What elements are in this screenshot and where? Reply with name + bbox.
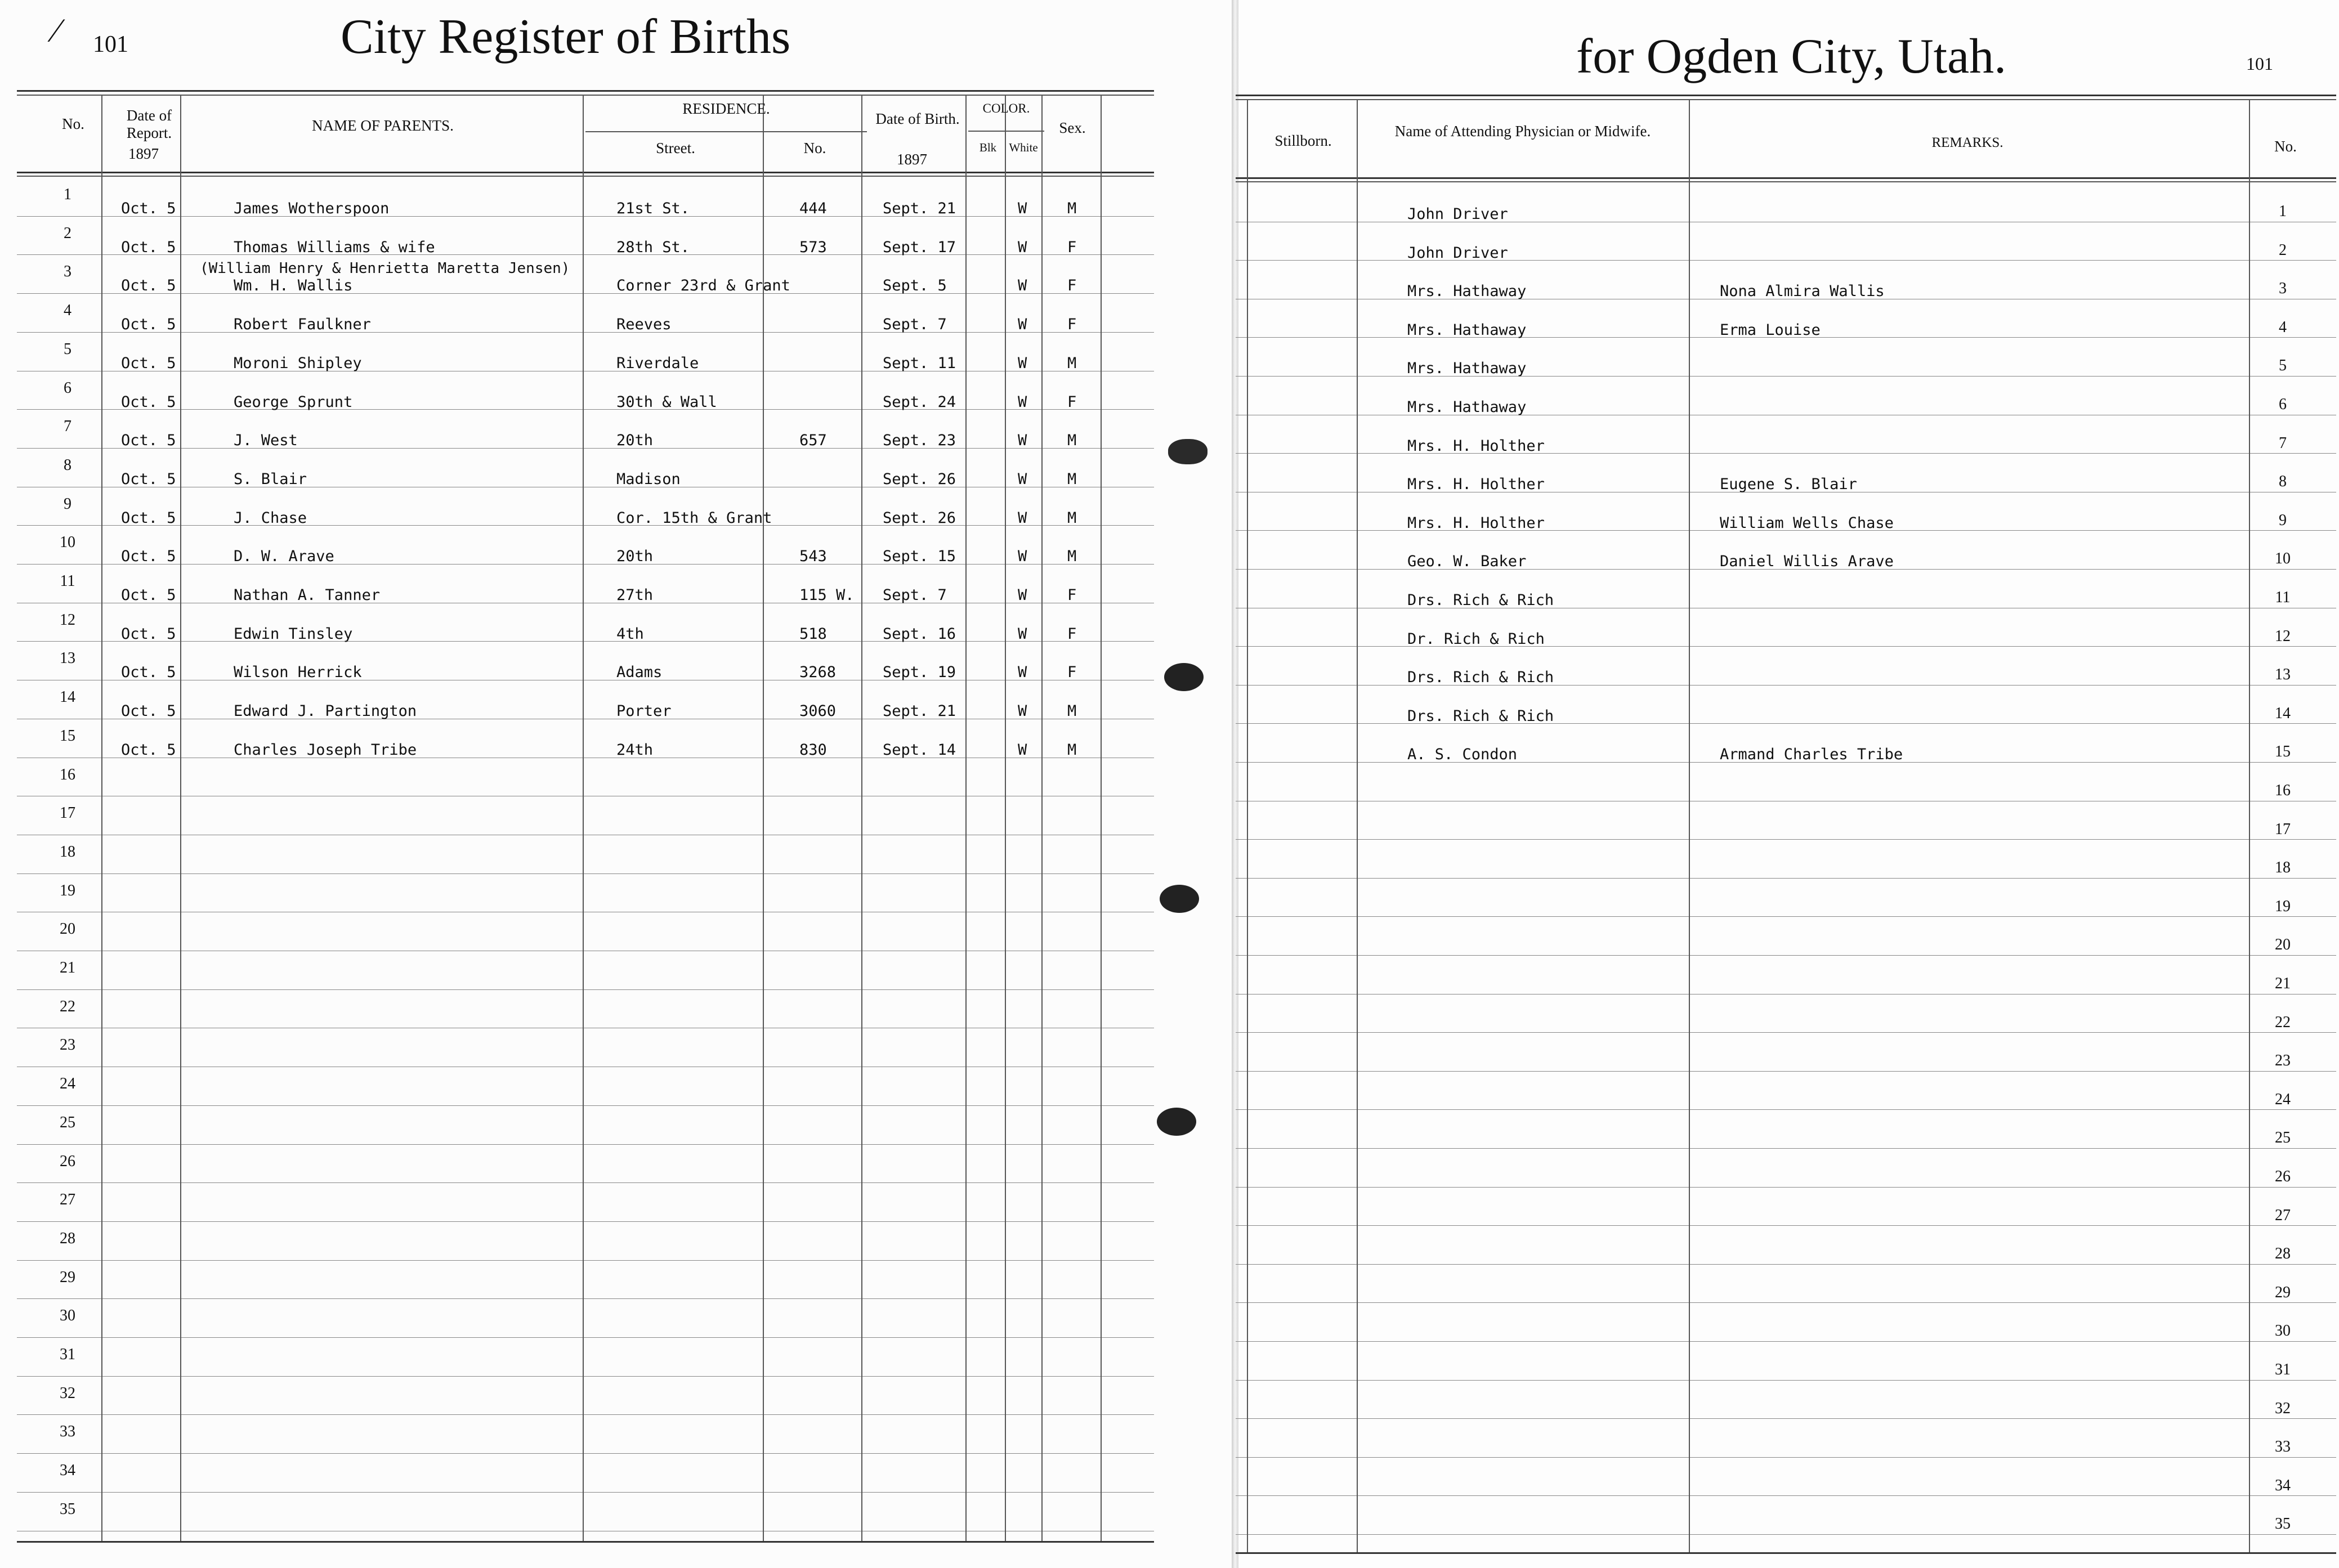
column-line xyxy=(2249,99,2250,1552)
row-line xyxy=(17,1221,1154,1222)
book-binding xyxy=(1232,0,1238,1568)
header-res-no: No. xyxy=(803,140,826,156)
header-street: Street. xyxy=(656,140,695,156)
row-line xyxy=(17,525,1154,526)
row-line xyxy=(17,1492,1154,1493)
physician-name: Dr. Rich & Rich xyxy=(1407,630,1545,648)
row-number: 13 xyxy=(60,649,75,667)
row-line xyxy=(17,409,1154,410)
row-number: 5 xyxy=(2279,357,2287,374)
street-number: 444 xyxy=(799,200,827,217)
row-number: 28 xyxy=(2275,1245,2291,1262)
column-line xyxy=(101,95,102,1541)
remarks-text: Armand Charles Tribe xyxy=(1720,746,1903,763)
row-number: 22 xyxy=(60,998,75,1015)
row-line xyxy=(17,1414,1154,1415)
physician-name: Mrs. Hathaway xyxy=(1407,360,1527,377)
row-number: 8 xyxy=(2279,473,2287,490)
birth-date: Sept. 7 xyxy=(883,316,947,333)
row-line xyxy=(1236,1109,2336,1110)
row-number: 11 xyxy=(60,572,75,590)
row-line xyxy=(17,641,1154,642)
row-number: 1 xyxy=(64,186,71,203)
row-number: 14 xyxy=(60,688,75,706)
row-line xyxy=(17,989,1154,990)
row-number: 23 xyxy=(2275,1052,2291,1069)
row-number: 24 xyxy=(60,1075,75,1092)
row-number: 15 xyxy=(60,727,75,745)
parents-name: D. W. Arave xyxy=(234,548,334,565)
row-line xyxy=(1236,1148,2336,1149)
row-number: 22 xyxy=(2275,1014,2291,1031)
report-date: Oct. 5 xyxy=(121,509,176,527)
row-line xyxy=(1236,1032,2336,1033)
color-value: W xyxy=(1018,432,1027,449)
physician-name: John Driver xyxy=(1407,244,1508,262)
report-date: Oct. 5 xyxy=(121,200,176,217)
parents-name: Edward J. Partington xyxy=(234,702,417,720)
header-bottom-border xyxy=(1236,181,2336,182)
header-name-of-parents: NAME OF PARENTS. xyxy=(312,117,454,134)
report-date: Oct. 5 xyxy=(121,239,176,256)
report-date: Oct. 5 xyxy=(121,586,176,604)
report-date: Oct. 5 xyxy=(121,316,176,333)
report-date: Oct. 5 xyxy=(121,277,176,294)
row-number: 27 xyxy=(2275,1207,2291,1224)
row-number: 29 xyxy=(2275,1284,2291,1301)
row-line xyxy=(17,254,1154,255)
column-line xyxy=(1357,99,1358,1552)
row-line xyxy=(1236,646,2336,647)
row-line xyxy=(17,1298,1154,1299)
physician-name: Mrs. H. Holther xyxy=(1407,514,1545,532)
parents-name: George Sprunt xyxy=(234,393,353,411)
row-line xyxy=(17,873,1154,874)
header-date-of-report: Date of Report. xyxy=(126,107,172,142)
birth-date: Sept. 16 xyxy=(883,625,956,643)
street-number: 657 xyxy=(799,432,827,449)
sex-value: M xyxy=(1067,355,1077,372)
row-number: 20 xyxy=(2275,936,2291,953)
birth-date: Sept. 21 xyxy=(883,200,956,217)
column-line xyxy=(861,95,862,1541)
row-line xyxy=(1236,878,2336,879)
right-page xyxy=(1236,0,2339,1568)
row-number: 2 xyxy=(64,225,71,242)
row-number: 28 xyxy=(60,1230,75,1247)
report-date: Oct. 5 xyxy=(121,625,176,643)
row-number: 4 xyxy=(64,302,71,319)
street: Porter xyxy=(616,702,672,720)
checkmark-icon: ⁄ xyxy=(53,12,60,49)
street: 24th xyxy=(616,741,654,759)
row-line xyxy=(17,448,1154,449)
parents-name: S. Blair xyxy=(234,471,307,488)
color-value: W xyxy=(1018,316,1027,333)
color-value: W xyxy=(1018,702,1027,720)
parents-name: J. Chase xyxy=(234,509,307,527)
physician-name: John Driver xyxy=(1407,205,1508,223)
row-line xyxy=(17,1337,1154,1338)
row-number: 9 xyxy=(64,495,71,513)
physician-name: Drs. Rich & Rich xyxy=(1407,669,1554,686)
sex-value: F xyxy=(1067,316,1077,333)
row-line xyxy=(1236,723,2336,724)
column-line xyxy=(1247,99,1248,1552)
header-date-of-birth: Date of Birth. xyxy=(875,110,960,127)
remarks-text: Daniel Willis Arave xyxy=(1720,553,1894,570)
physician-name: Drs. Rich & Rich xyxy=(1407,592,1554,609)
birth-date: Sept. 7 xyxy=(883,586,947,604)
street: Reeves xyxy=(616,316,672,333)
row-line xyxy=(1236,1264,2336,1265)
row-number: 32 xyxy=(60,1385,75,1402)
color-value: W xyxy=(1018,239,1027,256)
birth-date: Sept. 14 xyxy=(883,741,956,759)
row-number: 9 xyxy=(2279,512,2287,529)
row-number: 27 xyxy=(60,1191,75,1208)
row-number: 18 xyxy=(60,843,75,861)
column-line xyxy=(965,95,967,1541)
sex-value: M xyxy=(1067,702,1077,720)
header-blk: Blk xyxy=(979,141,997,154)
row-line xyxy=(1236,916,2336,917)
right-page-number: 101 xyxy=(2246,53,2273,74)
parents-name: Nathan A. Tanner xyxy=(234,586,381,604)
column-line xyxy=(1689,99,1690,1552)
street-number: 3268 xyxy=(799,664,837,681)
color-value: W xyxy=(1018,625,1027,643)
report-date: Oct. 5 xyxy=(121,471,176,488)
row-line xyxy=(1236,1418,2336,1419)
sex-value: M xyxy=(1067,548,1077,565)
row-line xyxy=(1236,1457,2336,1458)
column-line xyxy=(1101,95,1102,1541)
birth-date: Sept. 15 xyxy=(883,548,956,565)
report-date: Oct. 5 xyxy=(121,432,176,449)
top-border xyxy=(17,95,1154,96)
sex-value: F xyxy=(1067,393,1077,411)
physician-name: Drs. Rich & Rich xyxy=(1407,707,1554,725)
birth-date: Sept. 26 xyxy=(883,471,956,488)
binder-hole xyxy=(1160,885,1199,913)
physician-name: Mrs. H. Holther xyxy=(1407,476,1545,493)
birth-date: Sept. 26 xyxy=(883,509,956,527)
row-number: 3 xyxy=(2279,280,2287,297)
street-number: 518 xyxy=(799,625,827,643)
street: Adams xyxy=(616,664,663,681)
birth-date: Sept. 17 xyxy=(883,239,956,256)
row-number: 4 xyxy=(2279,319,2287,336)
color-value: W xyxy=(1018,277,1027,294)
row-number: 12 xyxy=(2275,628,2291,645)
row-number: 11 xyxy=(2275,589,2291,606)
row-number: 13 xyxy=(2275,666,2291,683)
row-line xyxy=(17,1182,1154,1183)
bottom-border xyxy=(1236,1552,2336,1554)
column-line xyxy=(763,95,764,1541)
row-number: 31 xyxy=(2275,1361,2291,1378)
color-value: W xyxy=(1018,393,1027,411)
row-number: 5 xyxy=(64,341,71,358)
left-page-title: City Register of Births xyxy=(341,10,791,64)
physician-name: Mrs. Hathaway xyxy=(1407,321,1527,339)
street: Corner 23rd & Grant xyxy=(616,277,790,294)
row-line xyxy=(17,1376,1154,1377)
row-line xyxy=(17,1144,1154,1145)
header-right-no: No. xyxy=(2274,138,2297,155)
street: 20th xyxy=(616,432,654,449)
row-number: 31 xyxy=(60,1346,75,1363)
row-number: 21 xyxy=(60,959,75,976)
header-birth-year: 1897 xyxy=(897,151,927,168)
report-date: Oct. 5 xyxy=(121,355,176,372)
row-number: 6 xyxy=(2279,396,2287,413)
street: 4th xyxy=(616,625,644,643)
column-line xyxy=(1041,95,1043,1541)
residence-divider xyxy=(585,131,867,132)
row-number: 16 xyxy=(2275,782,2291,799)
row-line xyxy=(1236,955,2336,956)
parents-name: Charles Joseph Tribe xyxy=(234,741,417,759)
row-number: 34 xyxy=(2275,1477,2291,1494)
column-line xyxy=(583,95,584,1541)
header-bottom-border xyxy=(17,172,1154,173)
row-number: 2 xyxy=(2279,241,2287,259)
parents-name: Moroni Shipley xyxy=(234,355,362,372)
street: 21st St. xyxy=(616,200,690,217)
remarks-text: William Wells Chase xyxy=(1720,514,1894,532)
street: 27th xyxy=(616,586,654,604)
row-number: 19 xyxy=(2275,898,2291,915)
binder-hole xyxy=(1168,439,1207,464)
sex-value: M xyxy=(1067,471,1077,488)
sex-value: M xyxy=(1067,509,1077,527)
color-value: W xyxy=(1018,355,1027,372)
right-page-title: for Ogden City, Utah. xyxy=(1576,29,2007,84)
row-number: 30 xyxy=(2275,1322,2291,1339)
parents-full-name-note: (William Henry & Henrietta Maretta Jensen) xyxy=(200,260,570,277)
sex-value: F xyxy=(1067,277,1077,294)
row-line xyxy=(17,1260,1154,1261)
birth-date: Sept. 19 xyxy=(883,664,956,681)
row-line xyxy=(1236,1225,2336,1226)
top-border xyxy=(1236,95,2336,96)
color-value: W xyxy=(1018,509,1027,527)
row-number: 7 xyxy=(2279,434,2287,452)
color-value: W xyxy=(1018,586,1027,604)
physician-name: A. S. Condon xyxy=(1407,746,1518,763)
remarks-text: Erma Louise xyxy=(1720,321,1821,339)
street-number: 573 xyxy=(799,239,827,256)
parents-name: James Wotherspoon xyxy=(234,200,390,217)
row-line xyxy=(17,1453,1154,1454)
sex-value: F xyxy=(1067,239,1077,256)
street: Riverdale xyxy=(616,355,699,372)
row-number: 21 xyxy=(2275,975,2291,992)
row-line xyxy=(1236,1534,2336,1535)
row-number: 19 xyxy=(60,882,75,899)
color-value: W xyxy=(1018,741,1027,759)
row-number: 25 xyxy=(2275,1129,2291,1146)
street: 30th & Wall xyxy=(616,393,717,411)
color-value: W xyxy=(1018,200,1027,217)
report-date: Oct. 5 xyxy=(121,664,176,681)
street-number: 543 xyxy=(799,548,827,565)
header-color: COLOR. xyxy=(982,101,1030,115)
parents-name: Wilson Herrick xyxy=(234,664,362,681)
sex-value: M xyxy=(1067,200,1077,217)
row-number: 35 xyxy=(2275,1515,2291,1533)
physician-name: Mrs. Hathaway xyxy=(1407,398,1527,416)
row-line xyxy=(17,293,1154,294)
row-number: 16 xyxy=(60,766,75,783)
row-number: 33 xyxy=(60,1423,75,1440)
left-page-number: 101 xyxy=(93,32,128,57)
row-line xyxy=(1236,1380,2336,1381)
row-number: 15 xyxy=(2275,743,2291,760)
row-number: 30 xyxy=(60,1307,75,1324)
row-number: 33 xyxy=(2275,1438,2291,1455)
header-no: No. xyxy=(62,115,84,132)
street: Cor. 15th & Grant xyxy=(616,509,772,527)
birth-date: Sept. 23 xyxy=(883,432,956,449)
column-line xyxy=(1005,95,1006,1541)
birth-date: Sept. 5 xyxy=(883,277,947,294)
row-line xyxy=(1236,1495,2336,1496)
row-line xyxy=(17,564,1154,565)
sex-value: F xyxy=(1067,586,1077,604)
sex-value: M xyxy=(1067,432,1077,449)
row-line xyxy=(1236,376,2336,377)
row-number: 7 xyxy=(64,418,71,435)
report-date: Oct. 5 xyxy=(121,741,176,759)
header-residence: RESIDENCE. xyxy=(682,100,770,117)
birth-date: Sept. 21 xyxy=(883,702,956,720)
birth-date: Sept. 24 xyxy=(883,393,956,411)
row-line xyxy=(1236,453,2336,454)
row-number: 25 xyxy=(60,1114,75,1131)
row-line xyxy=(1236,1302,2336,1303)
row-number: 12 xyxy=(60,611,75,629)
row-number: 20 xyxy=(60,920,75,938)
row-number: 17 xyxy=(2275,821,2291,838)
header-bottom-border xyxy=(1236,177,2336,179)
row-line xyxy=(1236,1071,2336,1072)
row-line xyxy=(17,216,1154,217)
row-line xyxy=(17,332,1154,333)
column-line xyxy=(180,95,181,1541)
color-divider xyxy=(968,131,1044,132)
row-line xyxy=(17,1105,1154,1106)
color-value: W xyxy=(1018,664,1027,681)
sex-value: F xyxy=(1067,664,1077,681)
top-border xyxy=(1236,99,2336,100)
header-report-year: 1897 xyxy=(128,145,159,162)
row-number: 32 xyxy=(2275,1400,2291,1417)
row-line xyxy=(1236,260,2336,261)
parents-name: Edwin Tinsley xyxy=(234,625,353,643)
row-number: 26 xyxy=(2275,1168,2291,1185)
row-number: 3 xyxy=(64,263,71,280)
header-physician: Name of Attending Physician or Midwife. xyxy=(1394,123,1651,140)
sex-value: F xyxy=(1067,625,1077,643)
physician-name: Mrs. Hathaway xyxy=(1407,283,1527,300)
bottom-border xyxy=(17,1541,1154,1543)
color-value: W xyxy=(1018,471,1027,488)
physician-name: Mrs. H. Holther xyxy=(1407,437,1545,455)
parents-name: Thomas Williams & wife xyxy=(234,239,435,256)
header-bottom-border xyxy=(17,176,1154,177)
physician-name: Geo. W. Baker xyxy=(1407,553,1527,570)
sex-value: M xyxy=(1067,741,1077,759)
street: 28th St. xyxy=(616,239,690,256)
binder-hole xyxy=(1164,663,1204,691)
row-number: 24 xyxy=(2275,1091,2291,1108)
street: Madison xyxy=(616,471,681,488)
street-number: 3060 xyxy=(799,702,837,720)
row-line xyxy=(1236,685,2336,686)
parents-name: Wm. H. Wallis xyxy=(234,277,353,294)
header-stillborn: Stillborn. xyxy=(1274,132,1332,149)
report-date: Oct. 5 xyxy=(121,702,176,720)
row-number: 17 xyxy=(60,804,75,822)
row-number: 10 xyxy=(2275,550,2291,567)
row-line xyxy=(1236,839,2336,840)
report-date: Oct. 5 xyxy=(121,393,176,411)
header-remarks: REMARKS. xyxy=(1931,135,2003,150)
row-line xyxy=(1236,1341,2336,1342)
street: 20th xyxy=(616,548,654,565)
row-number: 18 xyxy=(2275,859,2291,876)
top-border xyxy=(17,90,1154,92)
row-number: 8 xyxy=(64,456,71,474)
parents-name: Robert Faulkner xyxy=(234,316,371,333)
row-number: 1 xyxy=(2279,203,2287,220)
row-number: 10 xyxy=(60,534,75,551)
color-value: W xyxy=(1018,548,1027,565)
row-number: 29 xyxy=(60,1269,75,1286)
street-number: 115 W. xyxy=(799,586,855,604)
row-number: 14 xyxy=(2275,705,2291,722)
remarks-text: Eugene S. Blair xyxy=(1720,476,1857,493)
remarks-text: Nona Almira Wallis xyxy=(1720,283,1885,300)
report-date: Oct. 5 xyxy=(121,548,176,565)
row-number: 26 xyxy=(60,1153,75,1170)
binder-hole xyxy=(1157,1108,1196,1136)
parents-name: J. West xyxy=(234,432,298,449)
row-number: 35 xyxy=(60,1500,75,1518)
row-number: 23 xyxy=(60,1036,75,1054)
row-number: 6 xyxy=(64,379,71,397)
row-number: 34 xyxy=(60,1462,75,1479)
row-line xyxy=(1236,1187,2336,1188)
birth-date: Sept. 11 xyxy=(883,355,956,372)
header-white: White xyxy=(1009,141,1038,154)
street-number: 830 xyxy=(799,741,827,759)
header-sex: Sex. xyxy=(1059,119,1086,136)
